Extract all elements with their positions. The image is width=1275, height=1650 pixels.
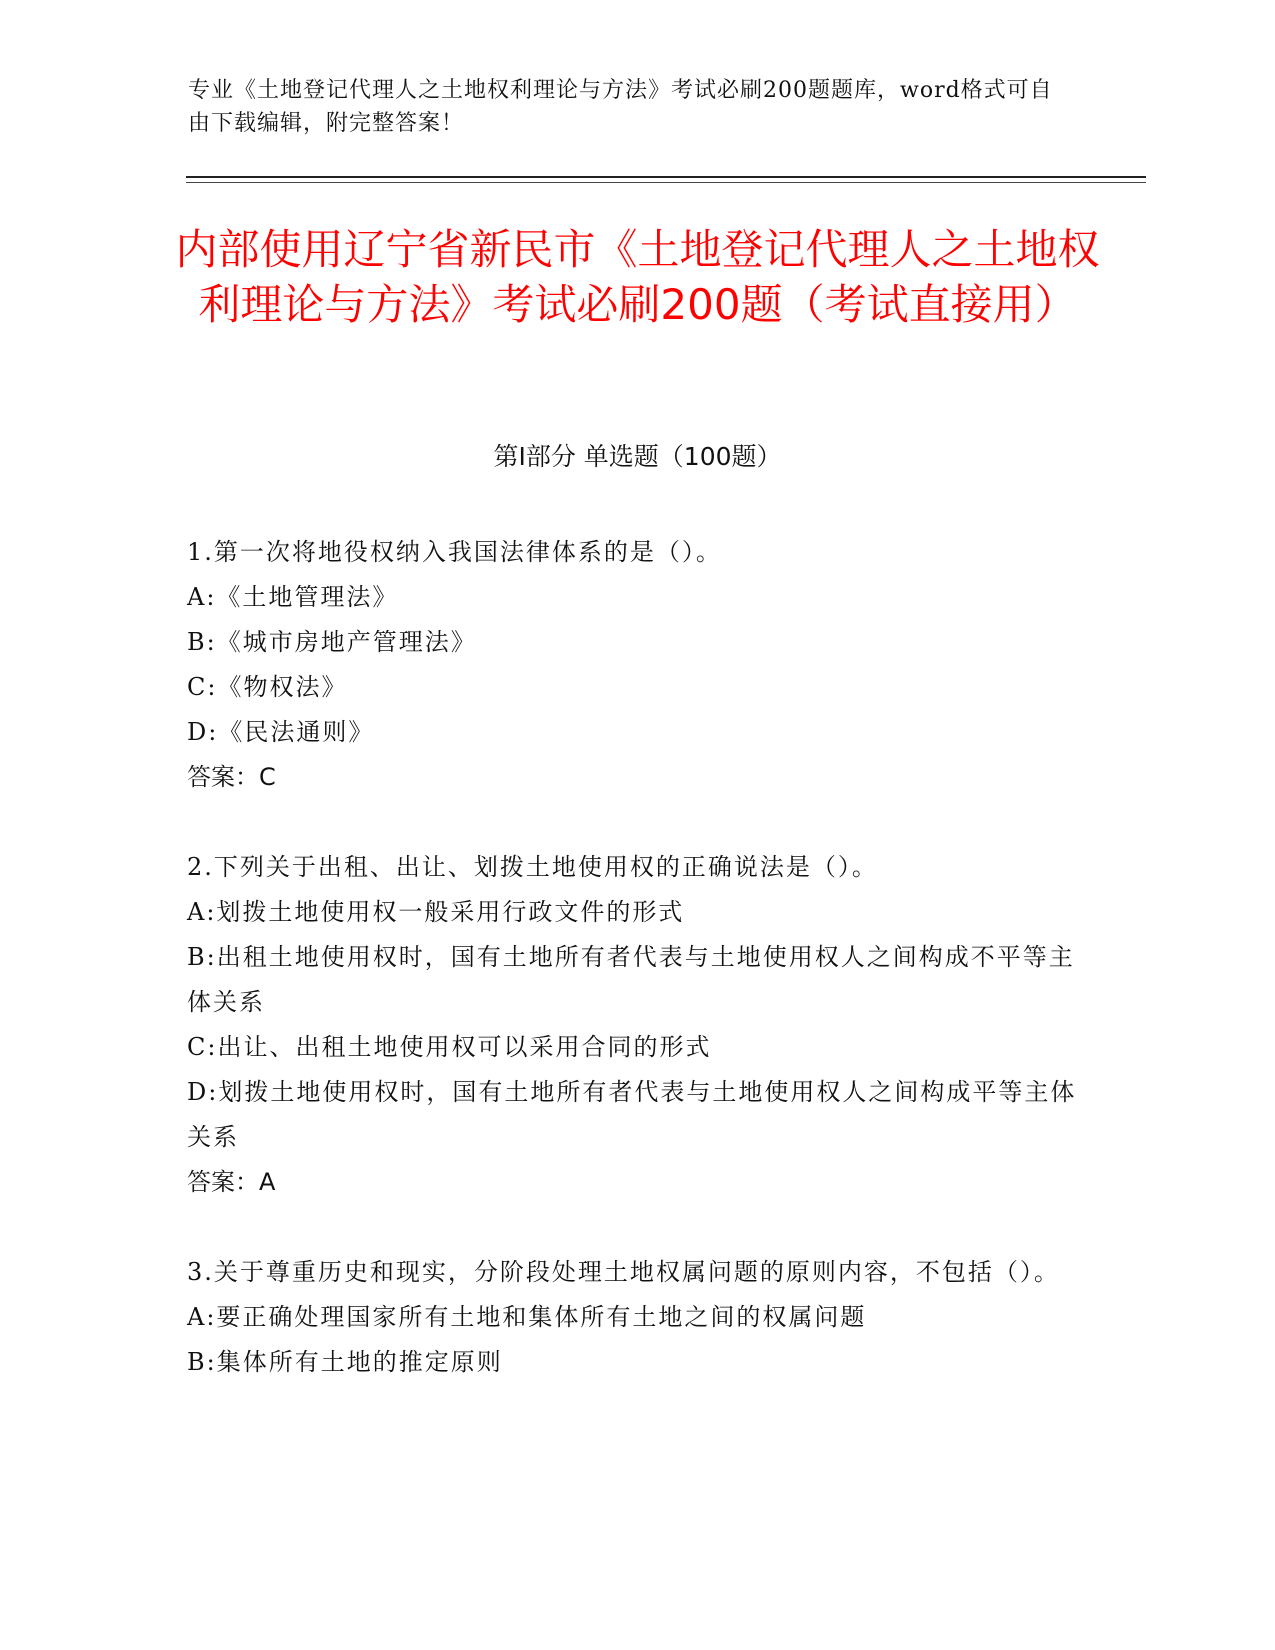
option-b: B:集体所有土地的推定原则 — [187, 1348, 503, 1376]
option-a: A:划拨土地使用权一般采用行政文件的形式 — [187, 898, 685, 926]
question-3 — [187, 1250, 1077, 1385]
option-d: D:《民法通则》 — [187, 718, 375, 746]
option-c: C:《物权法》 — [187, 673, 348, 701]
question-list — [187, 530, 1077, 1430]
document-title: 内部使用辽宁省新民市《土地登记代理人之土地权利理论与方法》考试必刷200题（考试直接用） — [175, 225, 1100, 329]
section-heading: 第Ⅰ部分 单选题（100题） — [493, 442, 782, 471]
option-c: C:出让、出租土地使用权可以采用合同的形式 — [187, 1033, 712, 1061]
option-a: A:要正确处理国家所有土地和集体所有土地之间的权属问题 — [187, 1303, 867, 1331]
header-note: 专业《土地登记代理人之土地权利理论与方法》考试必刷200题题库，word格式可自由下载编辑，附完整答案！ — [188, 78, 1053, 136]
question-stem: 1.第一次将地役权纳入我国法律体系的是（）。 — [187, 538, 722, 566]
question-stem: 2.下列关于出租、出让、划拨土地使用权的正确说法是（）。 — [187, 853, 878, 881]
option-d: D:划拨土地使用权时，国有土地所有者代表与土地使用权人之间构成平等主体关系 — [187, 1078, 1077, 1151]
header-divider-thick — [186, 176, 1146, 178]
answer-key: 答案：A — [187, 1168, 276, 1196]
question-2 — [187, 845, 1077, 1205]
option-b: B:出租土地使用权时，国有土地所有者代表与土地使用权人之间构成不平等主体关系 — [187, 943, 1075, 1016]
question-1 — [187, 530, 1077, 800]
option-a: A:《土地管理法》 — [187, 583, 399, 611]
option-b: B:《城市房地产管理法》 — [187, 628, 477, 656]
header-divider-thin — [186, 182, 1146, 183]
answer-key: 答案：C — [187, 763, 276, 791]
question-stem: 3.关于尊重历史和现实，分阶段处理土地权属问题的原则内容，不包括（）。 — [187, 1258, 1060, 1286]
